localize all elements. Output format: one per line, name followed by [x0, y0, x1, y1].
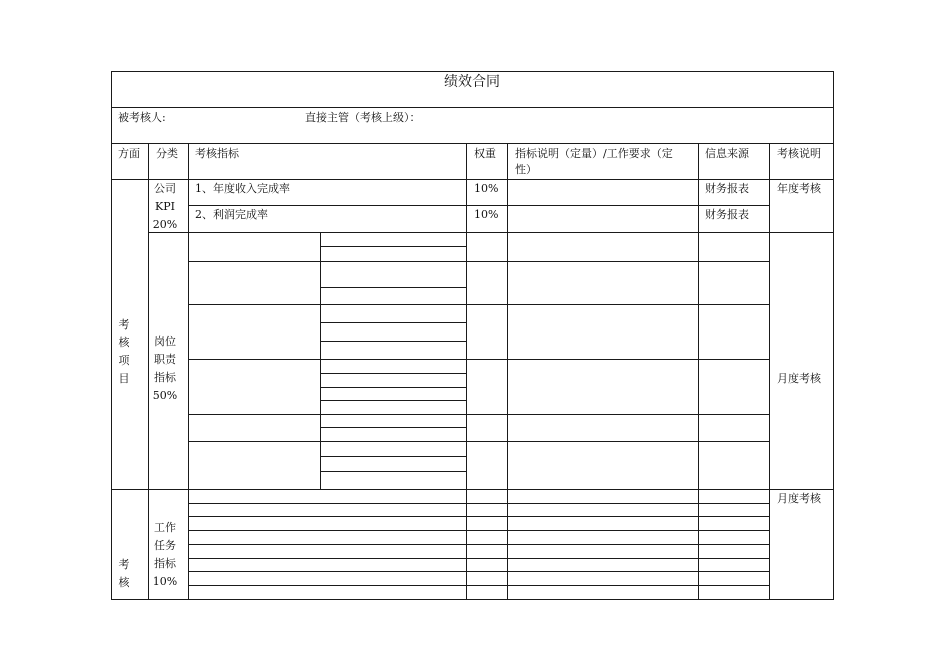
border-left	[111, 71, 112, 600]
category-line: 公司	[154, 182, 176, 195]
line-title-bottom	[111, 107, 834, 108]
header-note: 考核说明	[777, 147, 821, 160]
aspect-char: 核	[118, 576, 130, 589]
aspect-char: 项	[118, 354, 130, 367]
sub-row-line	[320, 400, 467, 401]
supervisor-label: 直接主管（考核上级）：	[305, 111, 421, 124]
border-top	[111, 71, 834, 72]
group-line	[188, 414, 770, 415]
kpi-row-2-weight: 10%	[474, 208, 499, 221]
col-line-category	[148, 143, 149, 600]
col-line-description	[507, 143, 508, 600]
category-position-duty	[147, 333, 183, 405]
sub-row-line	[320, 341, 467, 342]
header-aspect: 方面	[118, 147, 140, 160]
category-line: 岗位	[154, 335, 176, 348]
category-work-task	[147, 519, 183, 591]
header-category: 分类	[156, 147, 178, 160]
group-line	[188, 261, 770, 262]
task-row-line	[188, 585, 770, 586]
kpi-note: 年度考核	[777, 182, 821, 195]
line-info-bottom	[111, 143, 834, 144]
col-line-note	[769, 143, 770, 600]
category-line: 职责	[154, 353, 176, 366]
category-line: 指标	[154, 371, 176, 384]
sub-row-line	[320, 387, 467, 388]
kpi-row-1-indicator: 1、年度收入完成率	[195, 182, 290, 195]
category-line: 指标	[154, 557, 176, 570]
task-row-line	[188, 530, 770, 531]
aspect-char: 目	[118, 372, 130, 385]
header-source: 信息来源	[705, 147, 749, 160]
task-row-line	[188, 544, 770, 545]
header-indicator: 考核指标	[195, 147, 239, 160]
position-duty-note: 月度考核	[777, 372, 821, 385]
kpi-block-bottom	[148, 232, 834, 233]
border-bottom	[111, 599, 834, 600]
sub-row-line	[320, 373, 467, 374]
header-description-line2: 性）	[515, 163, 537, 176]
col-line-indicator	[188, 143, 189, 600]
task-row-line	[188, 516, 770, 517]
sub-row-line	[320, 322, 467, 323]
sub-row-line	[320, 287, 467, 288]
sub-row-line	[320, 246, 467, 247]
group-line	[188, 304, 770, 305]
kpi-row-2-indicator: 2、利润完成率	[195, 208, 268, 221]
kpi-row-1-weight: 10%	[474, 182, 499, 195]
sub-row-line	[320, 427, 467, 428]
task-row-line	[188, 503, 770, 504]
col-line-weight	[466, 143, 467, 600]
task-row-line	[188, 571, 770, 572]
kpi-row-split	[188, 205, 770, 206]
sub-row-line	[320, 471, 467, 472]
aspect-char: 核	[118, 336, 130, 349]
category-line: 工作	[154, 521, 176, 534]
group-line	[188, 441, 770, 442]
category-line: 50%	[152, 389, 178, 402]
sub-col-line	[320, 232, 321, 490]
kpi-row-1-source: 财务报表	[705, 182, 749, 195]
category-line: 任务	[154, 539, 176, 552]
aspect-char: 考	[118, 318, 130, 331]
group-line	[188, 359, 770, 360]
category-line: 10%	[152, 575, 178, 588]
line-header-bottom	[111, 179, 834, 180]
border-right	[833, 71, 834, 600]
col-line-source	[698, 143, 699, 600]
header-description-line1: 指标说明（定量）/工作要求（定	[515, 147, 673, 160]
category-company-kpi	[147, 180, 183, 234]
line-block-split	[111, 489, 834, 490]
header-weight: 权重	[474, 147, 496, 160]
document-title: 绩效合同	[444, 74, 500, 90]
kpi-row-2-source: 财务报表	[705, 208, 749, 221]
category-line: 20%	[152, 218, 178, 231]
task-row-line	[188, 558, 770, 559]
category-line: KPI	[155, 200, 175, 213]
sub-row-line	[320, 456, 467, 457]
work-task-note: 月度考核	[777, 492, 821, 505]
evaluatee-label: 被考核人:	[118, 111, 166, 124]
aspect-char: 考	[118, 558, 130, 571]
